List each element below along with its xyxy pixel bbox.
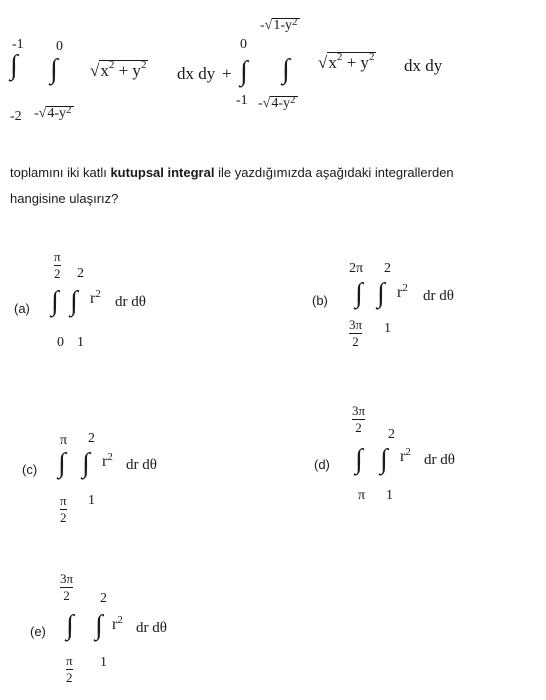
integral-sign: ∫ [51, 286, 59, 317]
integrand: √ $x^2 + y^2$ [318, 51, 375, 72]
inner-lower-limit: - √ $4-y^2$ [34, 104, 72, 121]
integral-sign: ∫ [355, 278, 363, 309]
option-label: (b) [312, 293, 328, 308]
integral-sign: ∫ [355, 444, 363, 475]
option-label: (d) [314, 457, 330, 472]
integrand: √ $x^2 + y^2$ [90, 59, 147, 80]
theta-upper-limit: 3π 2 [352, 403, 366, 435]
integral-sign: ∫ [66, 610, 74, 641]
r-lower-limit: 1 [384, 321, 391, 336]
inner-upper-limit: 0 [56, 39, 63, 54]
theta-upper-limit: 2π [349, 261, 364, 276]
inner-lower-limit: - √ $4-y^2$ [258, 94, 296, 111]
integral-sign: ∫ [380, 444, 388, 475]
question-text: toplamını iki katlı kutupsal integral ile yazdığımızda aşağıdaki integrallerden hangisine ulaşırız? [10, 165, 454, 206]
outer-upper-limit: 0 [240, 37, 247, 52]
differential: dr dθ [126, 457, 157, 473]
differential: dr dθ [424, 452, 455, 468]
theta-lower-limit: π 2 [66, 653, 73, 685]
theta-upper-limit: 3π 2 [60, 571, 74, 603]
differential: dx dy [404, 56, 443, 75]
integral-sign: ∫ [82, 448, 90, 479]
option-label: (c) [22, 462, 38, 477]
differential: dr dθ [423, 288, 454, 304]
theta-lower-limit: 0 [57, 335, 64, 350]
differential: dr dθ [115, 294, 146, 310]
theta-lower-limit: π [358, 488, 366, 503]
integral-sign: ∫ [282, 54, 290, 85]
option-label: (e) [30, 624, 46, 639]
integral-sign: ∫ [10, 50, 18, 81]
r-lower-limit: 1 [88, 493, 95, 508]
outer-lower-limit: -2 [10, 109, 22, 124]
integral-sign: ∫ [50, 54, 58, 85]
integrand: $r^2$ [397, 282, 408, 301]
option-label: (a) [14, 301, 30, 316]
r-lower-limit: 1 [386, 488, 393, 503]
r-lower-limit: 1 [77, 335, 84, 350]
integral-sign: ∫ [377, 278, 385, 309]
differential: dr dθ [136, 620, 167, 636]
integrand: $r^2$ [400, 446, 411, 465]
theta-upper-limit: π [60, 433, 68, 448]
integral-sign: ∫ [58, 448, 66, 479]
r-upper-limit: 2 [384, 261, 391, 276]
r-upper-limit: 2 [388, 427, 395, 442]
integrand: $r^2$ [102, 451, 113, 470]
theta-lower-limit: π 2 [60, 493, 67, 525]
integral-sign: ∫ [240, 56, 248, 87]
plus-sign: + [222, 64, 232, 83]
theta-upper-limit: π 2 [54, 249, 61, 281]
inner-upper-limit: - √ $1-y^2$ [260, 16, 298, 33]
integral-sign: ∫ [95, 610, 103, 641]
r-upper-limit: 2 [100, 591, 107, 606]
integrand: $r^2$ [90, 288, 101, 307]
theta-lower-limit: 3π 2 [349, 317, 363, 349]
outer-upper-limit: -1 [12, 37, 24, 52]
r-upper-limit: 2 [88, 431, 95, 446]
r-lower-limit: 1 [100, 655, 107, 670]
r-upper-limit: 2 [77, 266, 84, 281]
integral-sign: ∫ [70, 286, 78, 317]
integrand: $r^2$ [112, 614, 123, 633]
outer-lower-limit: -1 [236, 93, 248, 108]
differential: dx dy [177, 64, 216, 83]
